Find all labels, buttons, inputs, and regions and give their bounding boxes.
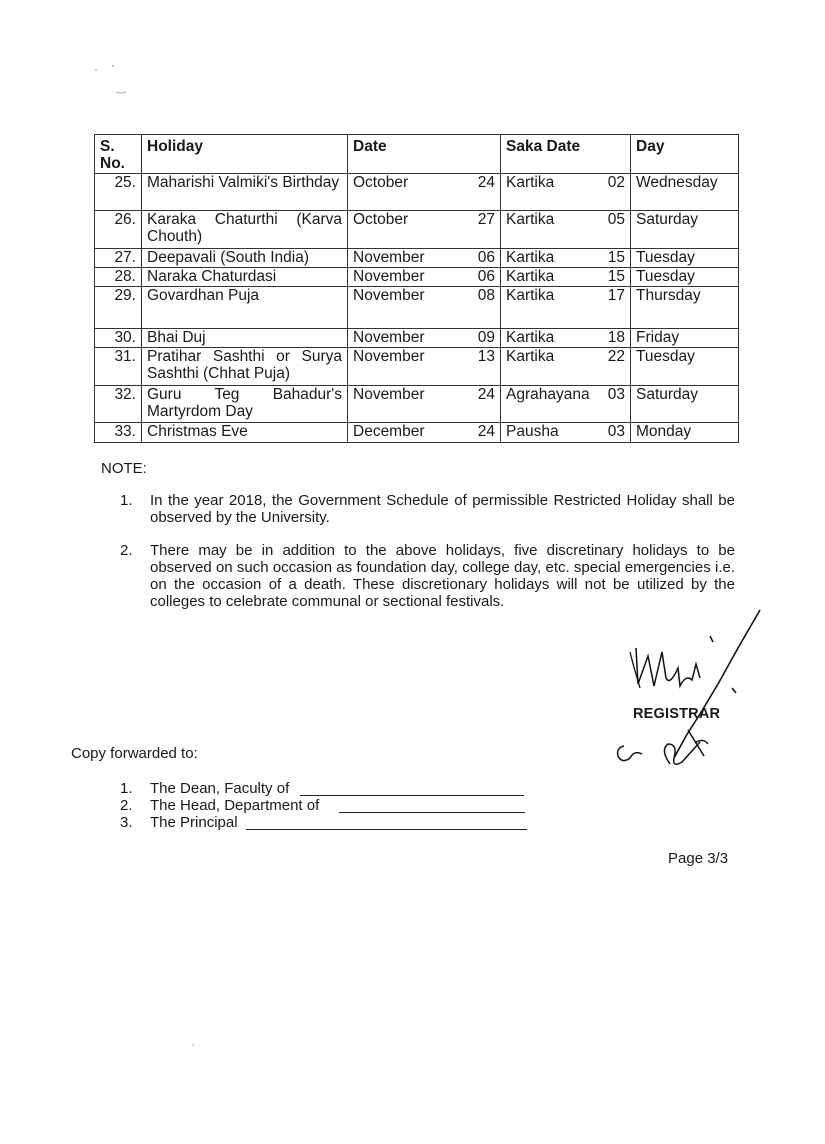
cell-date xyxy=(348,329,501,348)
saka-month: Kartika xyxy=(506,249,555,266)
copy-item xyxy=(120,780,289,798)
saka-month: Agrahayana xyxy=(506,386,590,403)
saka-day: 17 xyxy=(607,287,625,304)
date-day: 13 xyxy=(477,348,495,365)
saka-month: Kartika xyxy=(506,348,555,365)
cell-day: Wednesday xyxy=(631,174,739,211)
cell-holiday: Karaka Chaturthi (Karva Chouth) xyxy=(142,211,348,249)
table-row xyxy=(95,329,739,348)
note-heading: NOTE: xyxy=(101,460,147,477)
note-text: In the year 2018, the Government Schedule of permissible Restricted Holiday shall be observed by the University. xyxy=(150,492,735,526)
copy-forwarded-heading: Copy forwarded to: xyxy=(71,745,198,762)
date-month: November xyxy=(353,386,425,403)
copy-item-number: 2. xyxy=(120,797,133,814)
cell-saka-date xyxy=(501,211,631,249)
copy-item-number: 1. xyxy=(120,780,133,797)
cell-holiday: Guru Teg Bahadur's Martyrdom Day xyxy=(142,386,348,423)
cell-holiday: Naraka Chaturdasi xyxy=(142,268,348,287)
cell-date xyxy=(348,348,501,386)
registrar-title: REGISTRAR xyxy=(633,706,721,722)
note-item xyxy=(120,492,735,528)
cell-sno: 27. xyxy=(95,249,142,268)
table-row xyxy=(95,249,739,268)
copy-item-text: The Head, Department of xyxy=(150,797,320,814)
date-day: 24 xyxy=(477,423,495,440)
col-header-saka-date: Saka Date xyxy=(501,135,631,174)
fill-in-line xyxy=(300,795,524,796)
cell-date xyxy=(348,174,501,211)
note-number: 2. xyxy=(120,542,133,559)
cell-saka-date xyxy=(501,174,631,211)
table-row xyxy=(95,211,739,249)
copy-item-text: The Dean, Faculty of xyxy=(150,780,290,797)
date-day: 06 xyxy=(477,249,495,266)
table-header-row xyxy=(95,135,739,174)
cell-day: Friday xyxy=(631,329,739,348)
date-month: October xyxy=(353,211,409,228)
date-month: November xyxy=(353,329,425,346)
cell-saka-date xyxy=(501,348,631,386)
cell-holiday: Maharishi Valmiki's Birthday xyxy=(142,174,348,211)
cell-saka-date xyxy=(501,329,631,348)
table-row xyxy=(95,268,739,287)
date-month: October xyxy=(353,174,409,191)
cell-day: Tuesday xyxy=(631,268,739,287)
date-month: November xyxy=(353,249,425,266)
saka-month: Kartika xyxy=(506,268,555,285)
saka-day: 22 xyxy=(607,348,625,365)
copy-item-text: The Principal xyxy=(150,814,238,831)
registrar-signature xyxy=(600,608,770,778)
cell-holiday: Christmas Eve xyxy=(142,423,348,443)
cell-saka-date xyxy=(501,386,631,423)
saka-month: Pausha xyxy=(506,423,559,440)
date-day: 08 xyxy=(477,287,495,304)
cell-sno: 33. xyxy=(95,423,142,443)
copy-item-number: 3. xyxy=(120,814,133,831)
cell-saka-date xyxy=(501,287,631,329)
copy-item xyxy=(120,814,238,832)
cell-sno: 25. xyxy=(95,174,142,211)
saka-day: 18 xyxy=(607,329,625,346)
date-month: December xyxy=(353,423,425,440)
cell-sno: 26. xyxy=(95,211,142,249)
cell-date xyxy=(348,268,501,287)
saka-day: 03 xyxy=(607,386,625,403)
date-day: 09 xyxy=(477,329,495,346)
col-header-day: Day xyxy=(631,135,739,174)
cell-holiday: Govardhan Puja xyxy=(142,287,348,329)
note-text: There may be in addition to the above holidays, five discretinary holidays to be observed on such occasion as foundation day, college day, etc. special emergencies i.e. on the occasion of a death. These discretionary holidays will not be utilized by the colleges to celebrate communal or sectional festivals. xyxy=(150,542,735,610)
cell-saka-date xyxy=(501,268,631,287)
col-header-sno: S. No. xyxy=(95,135,142,174)
saka-day: 02 xyxy=(607,174,625,191)
saka-month: Kartika xyxy=(506,211,555,228)
cell-day: Saturday xyxy=(631,211,739,249)
cell-holiday: Pratihar Sashthi or Surya Sashthi (Chhat Puja) xyxy=(142,348,348,386)
table-row xyxy=(95,174,739,211)
holiday-table xyxy=(94,134,739,443)
cell-sno: 30. xyxy=(95,329,142,348)
table-row xyxy=(95,386,739,423)
cell-sno: 28. xyxy=(95,268,142,287)
cell-holiday: Deepavali (South India) xyxy=(142,249,348,268)
cell-sno: 32. xyxy=(95,386,142,423)
saka-day: 15 xyxy=(607,268,625,285)
page-number: Page 3/3 xyxy=(668,850,729,867)
cell-day: Tuesday xyxy=(631,249,739,268)
date-day: 27 xyxy=(477,211,495,228)
holiday-table-body xyxy=(95,174,739,443)
cell-day: Monday xyxy=(631,423,739,443)
table-row xyxy=(95,287,739,329)
cell-sno: 31. xyxy=(95,348,142,386)
date-day: 24 xyxy=(477,174,495,191)
cell-date xyxy=(348,211,501,249)
cell-sno: 29. xyxy=(95,287,142,329)
cell-date xyxy=(348,249,501,268)
note-number: 1. xyxy=(120,492,133,509)
cell-day: Saturday xyxy=(631,386,739,423)
table-row xyxy=(95,348,739,386)
saka-month: Kartika xyxy=(506,287,555,304)
date-month: November xyxy=(353,287,425,304)
saka-day: 05 xyxy=(607,211,625,228)
date-day: 24 xyxy=(477,386,495,403)
col-header-holiday: Holiday xyxy=(142,135,348,174)
saka-day: 15 xyxy=(607,249,625,266)
cell-date xyxy=(348,386,501,423)
table-row xyxy=(95,423,739,443)
cell-holiday: Bhai Duj xyxy=(142,329,348,348)
saka-day: 03 xyxy=(607,423,625,440)
cell-day: Tuesday xyxy=(631,348,739,386)
date-month: November xyxy=(353,268,425,285)
fill-in-line xyxy=(246,829,527,830)
cell-date xyxy=(348,423,501,443)
cell-saka-date xyxy=(501,249,631,268)
cell-date xyxy=(348,287,501,329)
date-month: November xyxy=(353,348,425,365)
cell-day: Thursday xyxy=(631,287,739,329)
saka-month: Kartika xyxy=(506,329,555,346)
date-day: 06 xyxy=(477,268,495,285)
cell-saka-date xyxy=(501,423,631,443)
col-header-date: Date xyxy=(348,135,501,174)
note-item xyxy=(120,542,735,614)
saka-month: Kartika xyxy=(506,174,555,191)
fill-in-line xyxy=(339,812,525,813)
copy-item xyxy=(120,797,319,815)
